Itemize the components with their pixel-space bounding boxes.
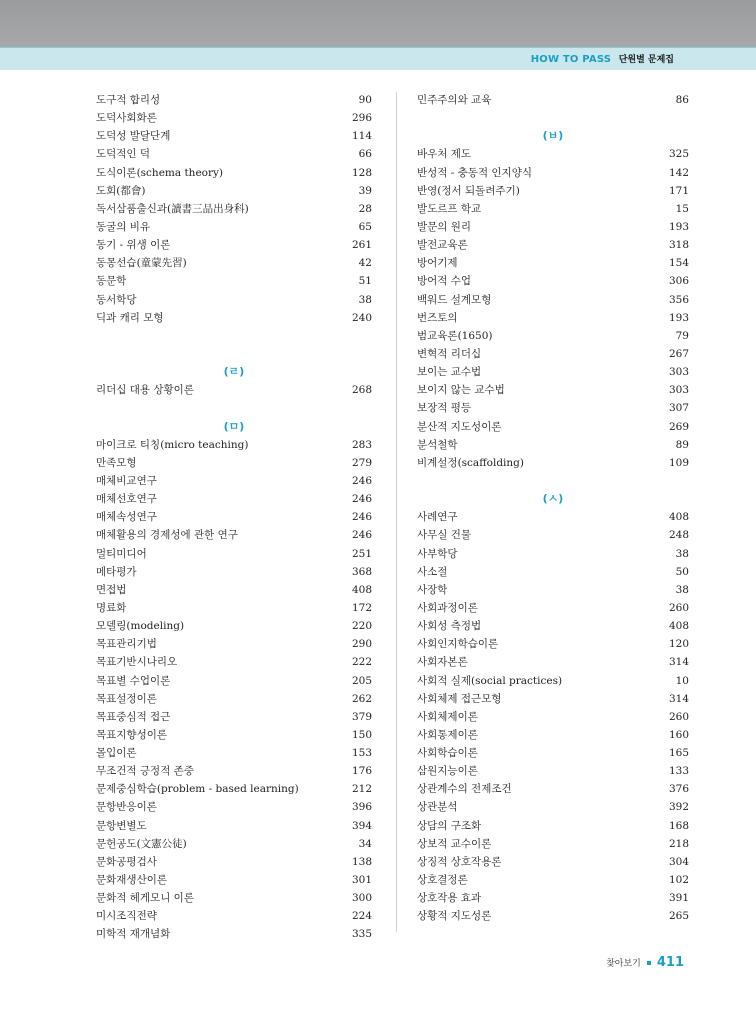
index-entry <box>417 254 689 272</box>
index-page-number: 153 <box>351 747 372 760</box>
index-entry <box>417 345 689 363</box>
section-heading: (ㄹ) <box>223 365 245 379</box>
index-entry <box>96 563 372 581</box>
index-entry <box>417 672 689 690</box>
index-entry <box>417 780 689 798</box>
index-page-number: 379 <box>351 710 372 723</box>
page-number: 411 <box>656 955 684 970</box>
index-entry <box>96 907 372 925</box>
index-entry <box>96 871 372 889</box>
index-entry <box>417 272 689 290</box>
index-term: 독서삼품출신과(讀書三品出身科) <box>96 202 249 215</box>
index-term: 보장적 평등 <box>417 402 472 415</box>
index-entry <box>417 889 689 907</box>
index-entry <box>417 545 689 563</box>
index-page-number: 38 <box>358 293 372 306</box>
index-page-number: 10 <box>675 674 689 687</box>
running-header <box>531 52 674 65</box>
index-entry <box>417 381 689 399</box>
index-term: 문항반응이론 <box>96 801 157 814</box>
index-page-number: 392 <box>668 801 689 814</box>
index-entry <box>417 91 689 109</box>
index-page-number: 133 <box>668 765 689 778</box>
index-page-number: 79 <box>675 329 689 342</box>
index-term: 번즈토의 <box>417 311 458 324</box>
index-entry <box>96 218 372 236</box>
index-entry <box>96 635 372 653</box>
header-brand: HOW TO PASS <box>530 54 612 65</box>
index-entry <box>417 581 689 599</box>
index-term: 사회자본론 <box>417 656 468 669</box>
index-entry <box>417 291 689 309</box>
index-term: 사회체제 접근모형 <box>417 692 502 705</box>
index-page-number: 34 <box>358 837 372 850</box>
index-entry <box>96 291 372 309</box>
index-entry <box>96 309 372 327</box>
index-page-number: 154 <box>668 257 689 270</box>
index-term: 상관계수의 전제조건 <box>417 783 512 796</box>
index-term: 메타평가 <box>96 565 137 578</box>
index-page-number: 268 <box>351 384 372 397</box>
index-page-number: 304 <box>668 855 689 868</box>
index-term: 매체선호연구 <box>96 493 157 506</box>
index-page-number: 51 <box>358 275 372 288</box>
index-page-number: 394 <box>351 819 372 832</box>
index-page-number: 205 <box>351 674 372 687</box>
index-page-number: 42 <box>358 257 372 270</box>
index-page-number: 301 <box>351 874 372 887</box>
index-page-number: 168 <box>668 819 689 832</box>
index-entry <box>96 91 372 109</box>
index-entry <box>96 200 372 218</box>
index-term: 동몽선습(童蒙先習) <box>96 257 187 270</box>
index-page-number: 303 <box>668 384 689 397</box>
index-term: 동굴의 비유 <box>96 220 151 233</box>
index-entry <box>417 164 689 182</box>
index-entry <box>96 889 372 907</box>
index-entry <box>417 200 689 218</box>
index-entry <box>417 653 689 671</box>
index-term: 사장학 <box>417 583 448 596</box>
header-subtitle: 단원별 문제집 <box>618 55 674 65</box>
index-page-number: 283 <box>351 438 372 451</box>
index-page-number: 38 <box>675 583 689 596</box>
index-entry <box>417 327 689 345</box>
index-term: 도덕사회화론 <box>96 112 157 125</box>
index-entry <box>96 381 372 399</box>
index-entry <box>417 635 689 653</box>
index-entry <box>417 835 689 853</box>
index-term: 사회통제이론 <box>417 728 478 741</box>
index-term: 미학적 재개념화 <box>96 928 171 941</box>
index-term: 매체속성연구 <box>96 511 157 524</box>
index-term: 사회인지학습이론 <box>417 638 499 651</box>
index-entry <box>417 871 689 889</box>
index-entry <box>96 182 372 200</box>
index-entry <box>96 272 372 290</box>
index-page-number: 265 <box>668 910 689 923</box>
index-page-number: 290 <box>351 638 372 651</box>
index-entry <box>96 490 372 508</box>
index-term: 도식이론(schema theory) <box>96 166 224 179</box>
index-page-number: 335 <box>351 928 372 941</box>
index-term: 문화적 헤게모니 이론 <box>96 892 194 905</box>
index-page-number: 408 <box>668 620 689 633</box>
index-entry <box>96 853 372 871</box>
index-term: 상보적 교수이론 <box>417 837 492 850</box>
index-column-right <box>417 91 689 925</box>
index-term: 미시조직전략 <box>96 910 157 923</box>
index-term: 사회체제이론 <box>417 710 478 723</box>
index-page-number: 246 <box>351 511 372 524</box>
index-page-number: 90 <box>358 94 372 106</box>
index-term: 발전교육론 <box>417 239 468 252</box>
top-gray-band <box>0 0 756 47</box>
index-term: 문헌공도(文憲公徒) <box>96 837 187 850</box>
index-term: 보이는 교수법 <box>417 366 482 379</box>
index-page-number: 220 <box>351 620 372 633</box>
index-entry <box>96 690 372 708</box>
index-entry <box>417 363 689 381</box>
index-page-number: 314 <box>668 692 689 705</box>
index-page-number: 303 <box>668 366 689 379</box>
index-term: 비계설정(scaffolding) <box>417 456 524 469</box>
index-page-number: 391 <box>668 892 689 905</box>
index-term: 목표관리기법 <box>96 638 157 651</box>
index-page-number: 279 <box>351 456 372 469</box>
index-term: 상관분석 <box>417 801 458 814</box>
section-heading: (ㅅ) <box>542 492 564 506</box>
index-term: 매체비교연구 <box>96 474 157 487</box>
index-term: 바우처 제도 <box>417 148 472 161</box>
index-entry <box>417 798 689 816</box>
index-page-number: 246 <box>351 474 372 487</box>
index-term: 모델링(modeling) <box>96 620 185 633</box>
index-entry <box>96 798 372 816</box>
index-entry <box>96 508 372 526</box>
index-entry <box>96 780 372 798</box>
index-term: 민주주의와 교육 <box>417 94 492 106</box>
index-page-number: 193 <box>668 220 689 233</box>
index-term: 목표기반시나리오 <box>96 656 178 669</box>
index-page-number: 89 <box>675 438 689 451</box>
index-column-left <box>96 91 372 944</box>
index-page-number: 171 <box>668 184 689 197</box>
spacer <box>96 327 372 345</box>
index-entry <box>96 925 372 943</box>
index-entry <box>417 744 689 762</box>
index-page-number: 240 <box>351 311 372 324</box>
index-page-number: 150 <box>351 728 372 741</box>
index-entry <box>417 853 689 871</box>
index-term: 문항변별도 <box>96 819 147 832</box>
index-entry <box>96 164 372 182</box>
index-page-number: 128 <box>351 166 372 179</box>
index-entry <box>417 218 689 236</box>
index-page-number: 224 <box>351 910 372 923</box>
index-entry <box>417 508 689 526</box>
index-term: 문화재생산이론 <box>96 874 168 887</box>
index-page-number: 172 <box>351 601 372 614</box>
index-entry <box>96 599 372 617</box>
index-entry <box>96 109 372 127</box>
index-term: 사회과정이론 <box>417 601 478 614</box>
index-entry <box>417 907 689 925</box>
index-entry <box>96 744 372 762</box>
index-entry <box>417 617 689 635</box>
spacer <box>96 345 372 363</box>
spacer <box>417 109 689 127</box>
index-entry <box>417 399 689 417</box>
index-term: 상징적 상호작용론 <box>417 855 502 868</box>
index-entry <box>96 254 372 272</box>
index-entry <box>96 835 372 853</box>
index-term: 분산적 지도성이론 <box>417 420 502 433</box>
index-page-number: 176 <box>351 765 372 778</box>
index-term: 목표지향성이론 <box>96 728 168 741</box>
index-term: 반성적 - 충동적 인지양식 <box>417 166 532 179</box>
index-page-number: 318 <box>668 239 689 252</box>
index-page-number: 218 <box>668 837 689 850</box>
index-page-number: 296 <box>351 112 372 125</box>
index-page-number: 246 <box>351 529 372 542</box>
footer-bullet-icon <box>647 961 651 965</box>
index-page-number: 246 <box>351 493 372 506</box>
index-term: 명료화 <box>96 601 127 614</box>
section-heading: (ㅂ) <box>542 129 564 143</box>
index-entry <box>417 418 689 436</box>
index-page-number: 120 <box>668 638 689 651</box>
index-entry <box>96 526 372 544</box>
index-entry <box>96 436 372 454</box>
index-term: 방어적 수업 <box>417 275 472 288</box>
index-page-number: 28 <box>358 202 372 215</box>
index-term: 상호작용 효과 <box>417 892 482 905</box>
index-page-number: 408 <box>351 583 372 596</box>
index-page-number: 267 <box>668 347 689 360</box>
index-term: 리더십 대용 상황이론 <box>96 384 194 397</box>
index-page-number: 15 <box>675 202 689 215</box>
index-term: 발도르프 학교 <box>417 202 482 215</box>
index-page-number: 376 <box>668 783 689 796</box>
index-entry <box>417 454 689 472</box>
index-term: 문화공평검사 <box>96 855 157 868</box>
index-page-number: 356 <box>668 293 689 306</box>
index-entry <box>96 817 372 835</box>
index-term: 동문학 <box>96 275 127 288</box>
index-entry <box>96 145 372 163</box>
index-page-number: 251 <box>351 547 372 560</box>
index-page-number: 86 <box>675 94 689 106</box>
index-page-number: 66 <box>358 148 372 161</box>
index-term: 도덕적인 덕 <box>96 148 151 161</box>
index-term: 목표설정이론 <box>96 692 157 705</box>
index-page-number: 39 <box>358 184 372 197</box>
index-page-number: 102 <box>668 874 689 887</box>
footer-label: 찾아보기 <box>606 959 641 969</box>
index-term: 사례연구 <box>417 511 458 524</box>
index-term: 사부학당 <box>417 547 458 560</box>
index-page-number: 109 <box>668 456 689 469</box>
index-entry <box>96 762 372 780</box>
index-entry <box>417 526 689 544</box>
index-page-number: 269 <box>668 420 689 433</box>
index-entry <box>96 454 372 472</box>
index-term: 딕과 캐리 모형 <box>96 311 164 324</box>
index-page-number: 368 <box>351 565 372 578</box>
index-term: 도덕성 발달단계 <box>96 130 171 143</box>
index-term: 백워드 설계모형 <box>417 293 492 306</box>
index-page-number: 260 <box>668 601 689 614</box>
index-page-number: 65 <box>358 220 372 233</box>
index-term: 변혁적 리더십 <box>417 347 482 360</box>
index-term: 목표별 수업이론 <box>96 674 171 687</box>
index-page-number: 325 <box>668 148 689 161</box>
index-term: 반영(정서 되돌려주기) <box>417 184 520 197</box>
index-term: 사회적 실제(social practices) <box>417 674 563 687</box>
index-term: 범교육론(1650) <box>417 329 493 342</box>
page-footer <box>606 955 684 970</box>
index-page-number: 262 <box>351 692 372 705</box>
index-entry <box>417 726 689 744</box>
index-entry <box>417 145 689 163</box>
index-page-number: 165 <box>668 747 689 760</box>
index-term: 도구적 합리성 <box>96 94 161 106</box>
index-page-number: 314 <box>668 656 689 669</box>
index-entry <box>417 182 689 200</box>
index-entry <box>96 617 372 635</box>
index-page-number: 248 <box>668 529 689 542</box>
index-term: 사무실 건물 <box>417 529 472 542</box>
index-page-number: 307 <box>668 402 689 415</box>
index-term: 상담의 구조화 <box>417 819 482 832</box>
index-term: 몰입이론 <box>96 747 137 760</box>
index-term: 사소절 <box>417 565 448 578</box>
index-entry <box>417 236 689 254</box>
index-page-number: 222 <box>351 656 372 669</box>
index-page-number: 114 <box>351 130 372 143</box>
index-entry <box>417 708 689 726</box>
index-entry <box>96 545 372 563</box>
index-term: 상호결정론 <box>417 874 468 887</box>
index-entry <box>96 127 372 145</box>
index-page-number: 261 <box>351 239 372 252</box>
index-term: 면접법 <box>96 583 127 596</box>
index-term: 상황적 지도성론 <box>417 910 492 923</box>
index-entry <box>417 563 689 581</box>
index-term: 멀티미디어 <box>96 547 147 560</box>
index-entry <box>96 653 372 671</box>
index-page-number: 306 <box>668 275 689 288</box>
index-term: 매체활용의 경제성에 관한 연구 <box>96 529 238 542</box>
index-page-number: 212 <box>351 783 372 796</box>
index-term: 목표중심적 접근 <box>96 710 171 723</box>
index-entry <box>96 708 372 726</box>
index-term: 발문의 원리 <box>417 220 472 233</box>
index-entry <box>96 672 372 690</box>
index-entry <box>417 817 689 835</box>
index-page-number: 50 <box>675 565 689 578</box>
index-page-number: 138 <box>351 855 372 868</box>
index-page-number: 142 <box>668 166 689 179</box>
index-entry <box>96 581 372 599</box>
index-entry <box>417 599 689 617</box>
spacer <box>417 472 689 490</box>
index-term: 사회학습이론 <box>417 747 478 760</box>
index-page-number: 408 <box>668 511 689 524</box>
index-term: 무조건적 긍정적 존중 <box>96 765 194 778</box>
index-entry <box>417 309 689 327</box>
spacer <box>96 399 372 417</box>
index-term: 사회성 측정법 <box>417 620 482 633</box>
index-entry <box>417 436 689 454</box>
index-term: 만족모형 <box>96 456 137 469</box>
index-term: 방어기제 <box>417 257 458 270</box>
index-term: 마이크로 티칭(micro teaching) <box>96 438 249 451</box>
index-term: 문제중심학습(problem - based learning) <box>96 783 299 796</box>
index-page-number: 193 <box>668 311 689 324</box>
index-page-number: 300 <box>351 892 372 905</box>
index-page-number: 160 <box>668 728 689 741</box>
index-page-number: 38 <box>675 547 689 560</box>
index-term: 삼원지능이론 <box>417 765 478 778</box>
index-term: 동기 - 위생 이론 <box>96 239 171 252</box>
column-divider <box>396 92 397 932</box>
index-entry <box>96 726 372 744</box>
index-term: 동서학당 <box>96 293 137 306</box>
index-entry <box>417 762 689 780</box>
index-page-number: 260 <box>668 710 689 723</box>
section-heading: (ㅁ) <box>223 419 245 433</box>
index-entry <box>96 472 372 490</box>
index-page-number: 396 <box>351 801 372 814</box>
index-term: 도회(都會) <box>96 184 146 197</box>
index-term: 보이지 않는 교수법 <box>417 384 505 397</box>
index-entry <box>417 690 689 708</box>
index-entry <box>96 236 372 254</box>
index-term: 분석철학 <box>417 438 458 451</box>
